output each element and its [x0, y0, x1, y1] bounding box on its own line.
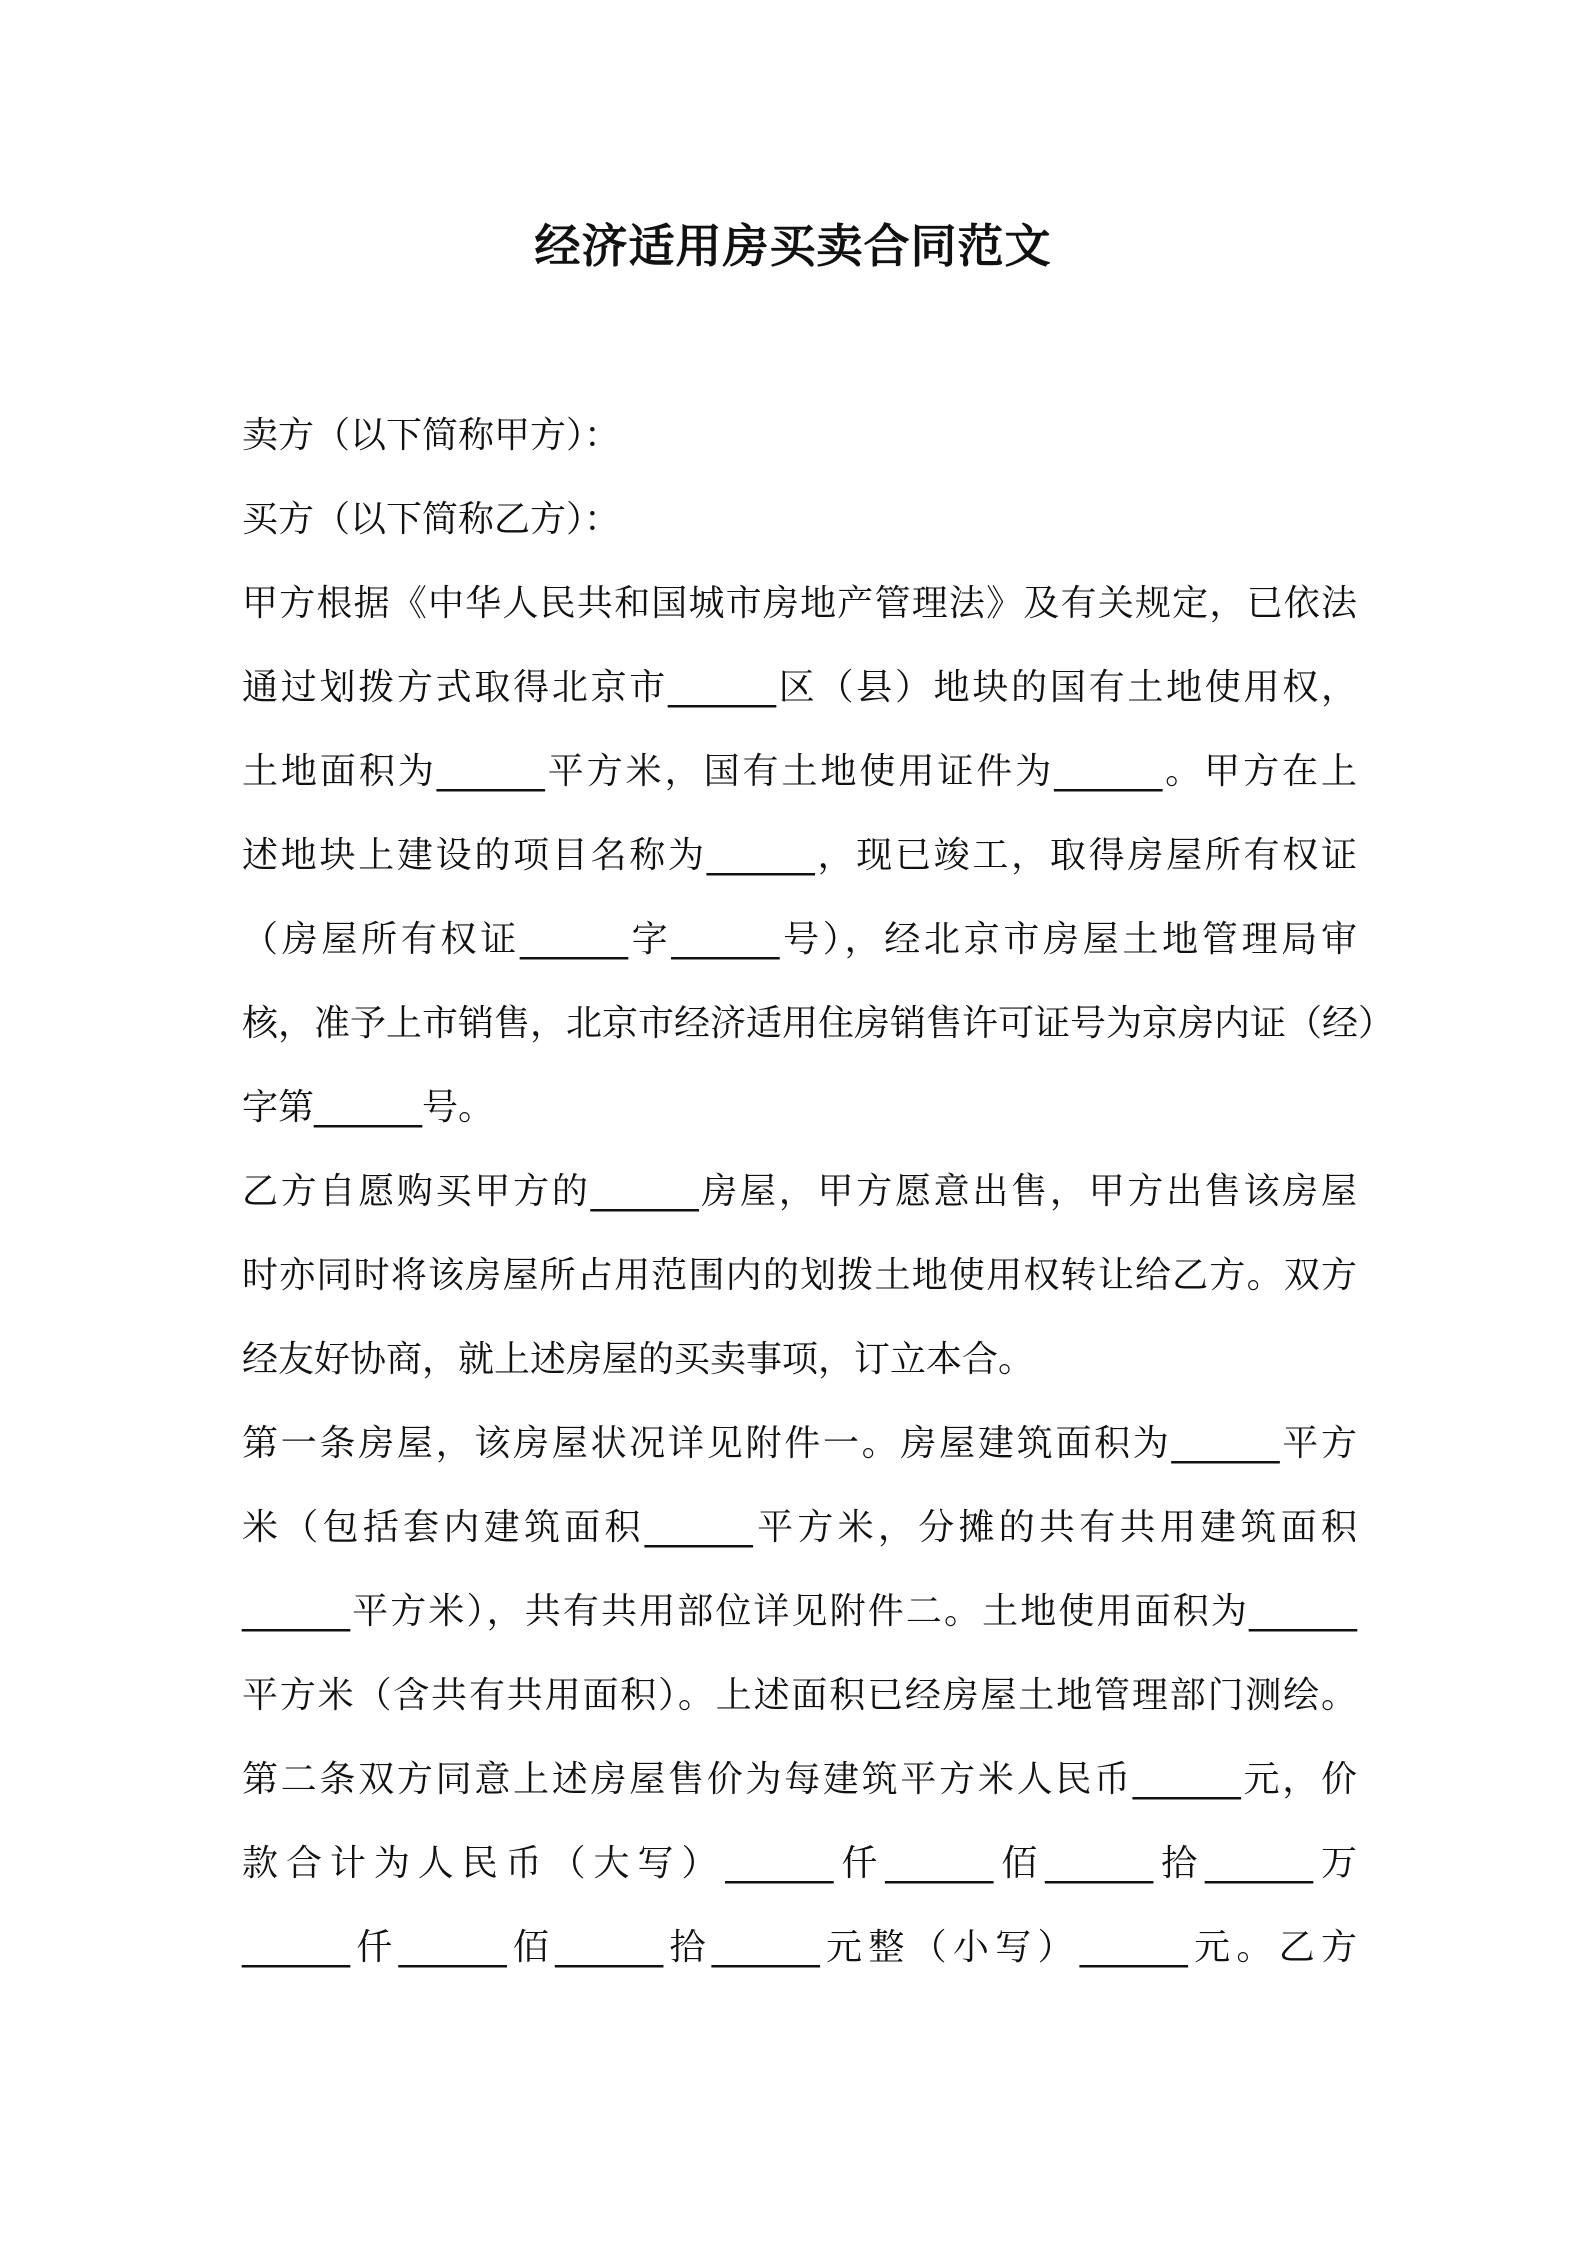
paragraph-line: （房屋所有权证______字______号），经北京市房屋土地管理局审	[242, 919, 1357, 960]
seller-line: 卖方（以下简称甲方）：	[242, 415, 621, 456]
paragraph-line: 字第______号。	[242, 1087, 495, 1128]
article-1-line: 米（包括套内建筑面积______平方米，分摊的共有共用建筑面积	[242, 1507, 1357, 1548]
paragraph-line: 甲方根据《中华人民共和国城市房地产管理法》及有关规定，已依法	[242, 583, 1357, 624]
paragraph-line: 核，准予上市销售，北京市经济适用住房销售许可证号为京房内证（经）	[242, 1003, 1395, 1044]
paragraph-line: 经友好协商，就上述房屋的买卖事项，订立本合。	[242, 1339, 1035, 1380]
article-1-line: 平方米（含共有共用面积）。上述面积已经房屋土地管理部门测绘。	[242, 1675, 1357, 1716]
paragraph-line: 述地块上建设的项目名称为______，现已竣工，取得房屋所有权证	[242, 835, 1357, 876]
article-1-line: ______平方米），共有共用部位详见附件二。土地使用面积为______	[242, 1591, 1357, 1632]
article-2-line: 款合计为人民币（大写）______仟______佰______拾______万	[242, 1843, 1357, 1884]
article-2-line: 第二条双方同意上述房屋售价为每建筑平方米人民币______元，价	[242, 1759, 1357, 1800]
paragraph-line: 通过划拨方式取得北京市______区（县）地块的国有土地使用权，	[242, 667, 1357, 708]
paragraph-line: 乙方自愿购买甲方的______房屋，甲方愿意出售，甲方出售该房屋	[242, 1171, 1357, 1212]
document-title: 经济适用房买卖合同范文	[534, 219, 1052, 273]
paragraph-line: 土地面积为______平方米，国有土地使用证件为______。甲方在上	[242, 751, 1357, 792]
article-1-line: 第一条房屋，该房屋状况详见附件一。房屋建筑面积为______平方	[242, 1423, 1357, 1464]
paragraph-line: 时亦同时将该房屋所占用范围内的划拨土地使用权转让给乙方。双方	[242, 1255, 1357, 1296]
article-2-line: ______仟______佰______拾______元整（小写）______元。乙方	[242, 1927, 1357, 1968]
buyer-line: 买方（以下简称乙方）：	[242, 499, 621, 540]
